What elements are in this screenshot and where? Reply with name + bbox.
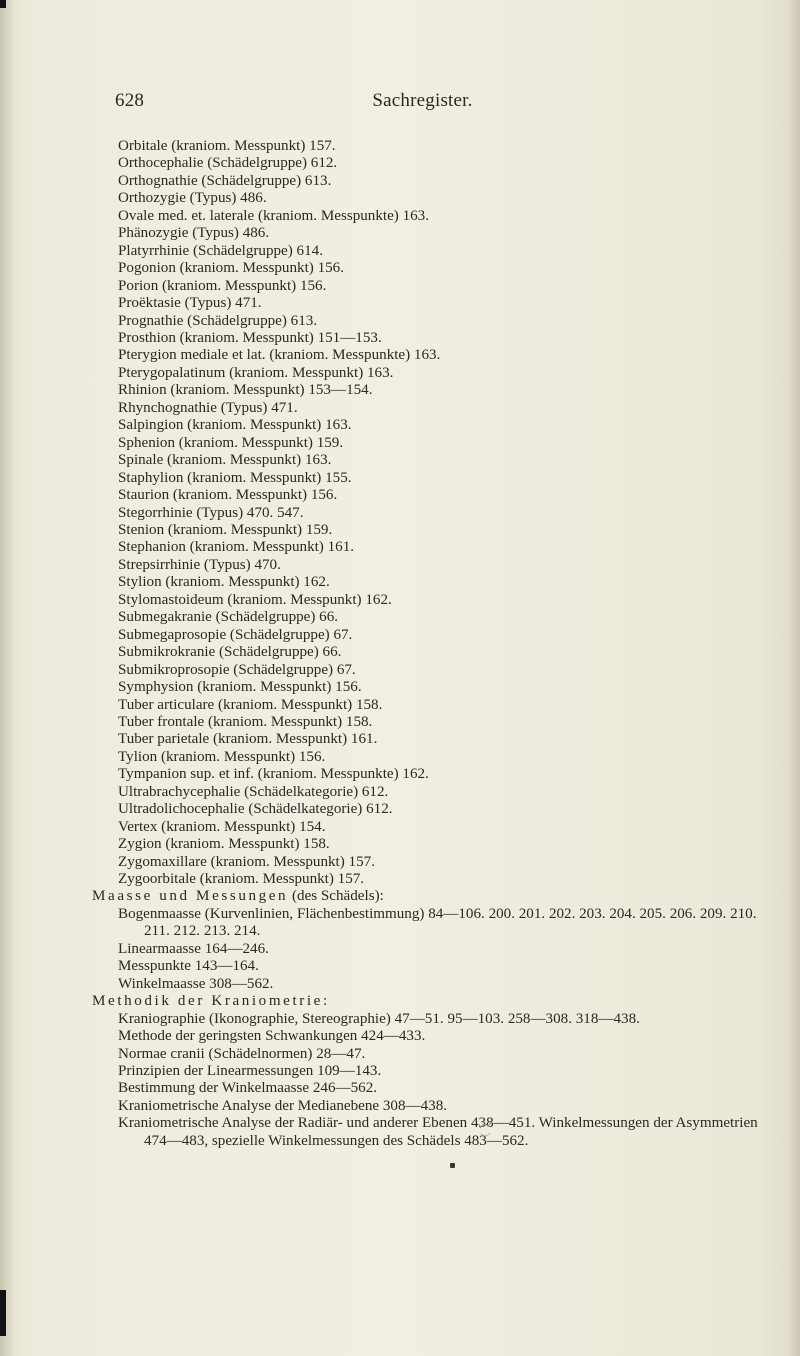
index-entry: Submegakranie (Schädelgruppe) 66.: [118, 609, 339, 626]
page-header: [115, 90, 730, 114]
index-entry: Tuber frontale (kraniom. Messpunkt) 158.: [118, 713, 373, 730]
index-entry: Bestimmung der Winkelmaasse 246—562.: [118, 1080, 378, 1097]
binding-mark: [0, 1290, 6, 1336]
index-entry: Orthocephalie (Schädelgruppe) 612.: [118, 155, 338, 172]
index-entry: Zygion (kraniom. Messpunkt) 158.: [118, 836, 330, 853]
index-entry: Porion (kraniom. Messpunkt) 156.: [118, 277, 327, 294]
index-entry: Tuber articulare (kraniom. Messpunkt) 158.: [118, 696, 383, 713]
index-entry: Phänozygie (Typus) 486.: [118, 225, 270, 242]
ornament-mark: [476, 1118, 496, 1142]
index-entry: Zygomaxillare (kraniom. Messpunkt) 157.: [118, 853, 375, 870]
index-entry: Orthozygie (Typus) 486.: [118, 190, 267, 207]
index-entry: Stylion (kraniom. Messpunkt) 162.: [118, 574, 330, 591]
index-entry: Spinale (kraniom. Messpunkt) 163.: [118, 452, 332, 469]
index-entry: Sphenion (kraniom. Messpunkt) 159.: [118, 434, 344, 451]
section-heading-suffix: :: [322, 993, 328, 1010]
index-entry: Bogenmaasse (Kurvenlinien, Flächenbestimmung) 84—106. 200. 201. 202. 203. 204. 205. 206. 209. 210. 211. 212. 213. 214.: [118, 905, 757, 940]
index-entry: Symphysion (kraniom. Messpunkt) 156.: [118, 679, 362, 696]
index-entry: Stegorrhinie (Typus) 470. 547.: [118, 504, 304, 521]
index-entry: Submegaprosopie (Schädelgruppe) 67.: [118, 626, 353, 643]
section-heading-text: Methodik der Kraniometrie: [92, 993, 323, 1010]
running-head: Sachregister.: [372, 90, 473, 111]
index-entry: Prinzipien der Linearmessungen 109—143.: [118, 1063, 382, 1080]
index-entry: Kraniographie (Ikonographie, Stereographie) 47—51. 95—103. 258—308. 318—438.: [118, 1010, 640, 1027]
index-entry: Salpingion (kraniom. Messpunkt) 163.: [118, 417, 352, 434]
index-entry: Orthognathie (Schädelgruppe) 613.: [118, 172, 332, 189]
index-entry: Tuber parietale (kraniom. Messpunkt) 161.: [118, 731, 378, 748]
index-entry: Normae cranii (Schädelnormen) 28—47.: [118, 1045, 366, 1062]
index-entry: Prognathie (Schädelgruppe) 613.: [118, 312, 318, 329]
index-entry: Submikroprosopie (Schädelgruppe) 67.: [118, 661, 356, 678]
index-entry: Submikrokranie (Schädelgruppe) 66.: [118, 644, 342, 661]
index-entry: Ultrabrachycephalie (Schädelkategorie) 612.: [118, 783, 389, 800]
index-entry: Kraniometrische Analyse der Radiär- und anderer Ebenen 438—451. Winkelmessungen der Asymmetrien 474—483, spezielle Winkelmessungen des Schädels 483—562.: [118, 1115, 758, 1149]
index-entry: Winkelmaasse 308—562.: [118, 975, 274, 992]
index-entry: Staurion (kraniom. Messpunkt) 156.: [118, 487, 338, 504]
index-entry: Platyrrhinie (Schädelgruppe) 614.: [118, 242, 323, 259]
index-entry: Pogonion (kraniom. Messpunkt) 156.: [118, 260, 344, 277]
index-entry: Tylion (kraniom. Messpunkt) 156.: [118, 748, 326, 765]
index-entry: Ultradolichocephalie (Schädelkategorie) 612.: [118, 801, 393, 818]
index-entry: Linearmaasse 164—246.: [118, 940, 269, 957]
index-entry: Ovale med. et. laterale (kraniom. Messpunkte) 163.: [118, 207, 429, 224]
index-entry: Orbitale (kraniom. Messpunkt) 157.: [118, 138, 336, 154]
index-entry: Stenion (kraniom. Messpunkt) 159.: [118, 521, 333, 538]
section-heading-maasse: [92, 888, 758, 905]
index-entry-list: [118, 138, 758, 888]
index-entry: Strepsirrhinie (Typus) 470.: [118, 556, 281, 573]
page-left-edge: [0, 0, 14, 1356]
section-heading-suffix: (des Schädels):: [288, 888, 384, 905]
page-number: 628: [115, 90, 145, 111]
index-entry: Tympanion sup. et inf. (kraniom. Messpunkte) 162.: [118, 766, 429, 783]
index-entry: Methode der geringsten Schwankungen 424—433.: [118, 1028, 426, 1045]
index-entry: Rhinion (kraniom. Messpunkt) 153—154.: [118, 382, 373, 399]
binding-mark: [0, 0, 6, 8]
index-entry: Stephanion (kraniom. Messpunkt) 161.: [118, 539, 355, 556]
index-entry: Vertex (kraniom. Messpunkt) 154.: [118, 818, 326, 835]
ink-dot: [450, 1163, 455, 1168]
index-entry: Rhynchognathie (Typus) 471.: [118, 399, 298, 416]
index-entry: Proëktasie (Typus) 471.: [118, 295, 262, 312]
index-entry: Messpunkte 143—164.: [118, 958, 259, 975]
page-right-edge: [788, 0, 800, 1356]
section-heading-methodik: [92, 993, 758, 1010]
index-entry: Prosthion (kraniom. Messpunkt) 151—153.: [118, 329, 382, 346]
index-entry: Stylomastoideum (kraniom. Messpunkt) 162.: [118, 591, 392, 608]
index-entry: Pterygopalatinum (kraniom. Messpunkt) 163.: [118, 364, 394, 381]
index-entries: [92, 138, 758, 1150]
index-entry: Kraniometrische Analyse der Medianebene 308—438.: [118, 1097, 448, 1114]
index-entry: Staphylion (kraniom. Messpunkt) 155.: [118, 469, 352, 486]
index-entry: Pterygion mediale et lat. (kraniom. Messpunkte) 163.: [118, 347, 441, 364]
section-heading-text: Maasse und Messungen: [92, 888, 289, 905]
index-entry: Zygoorbitale (kraniom. Messpunkt) 157.: [118, 871, 365, 888]
